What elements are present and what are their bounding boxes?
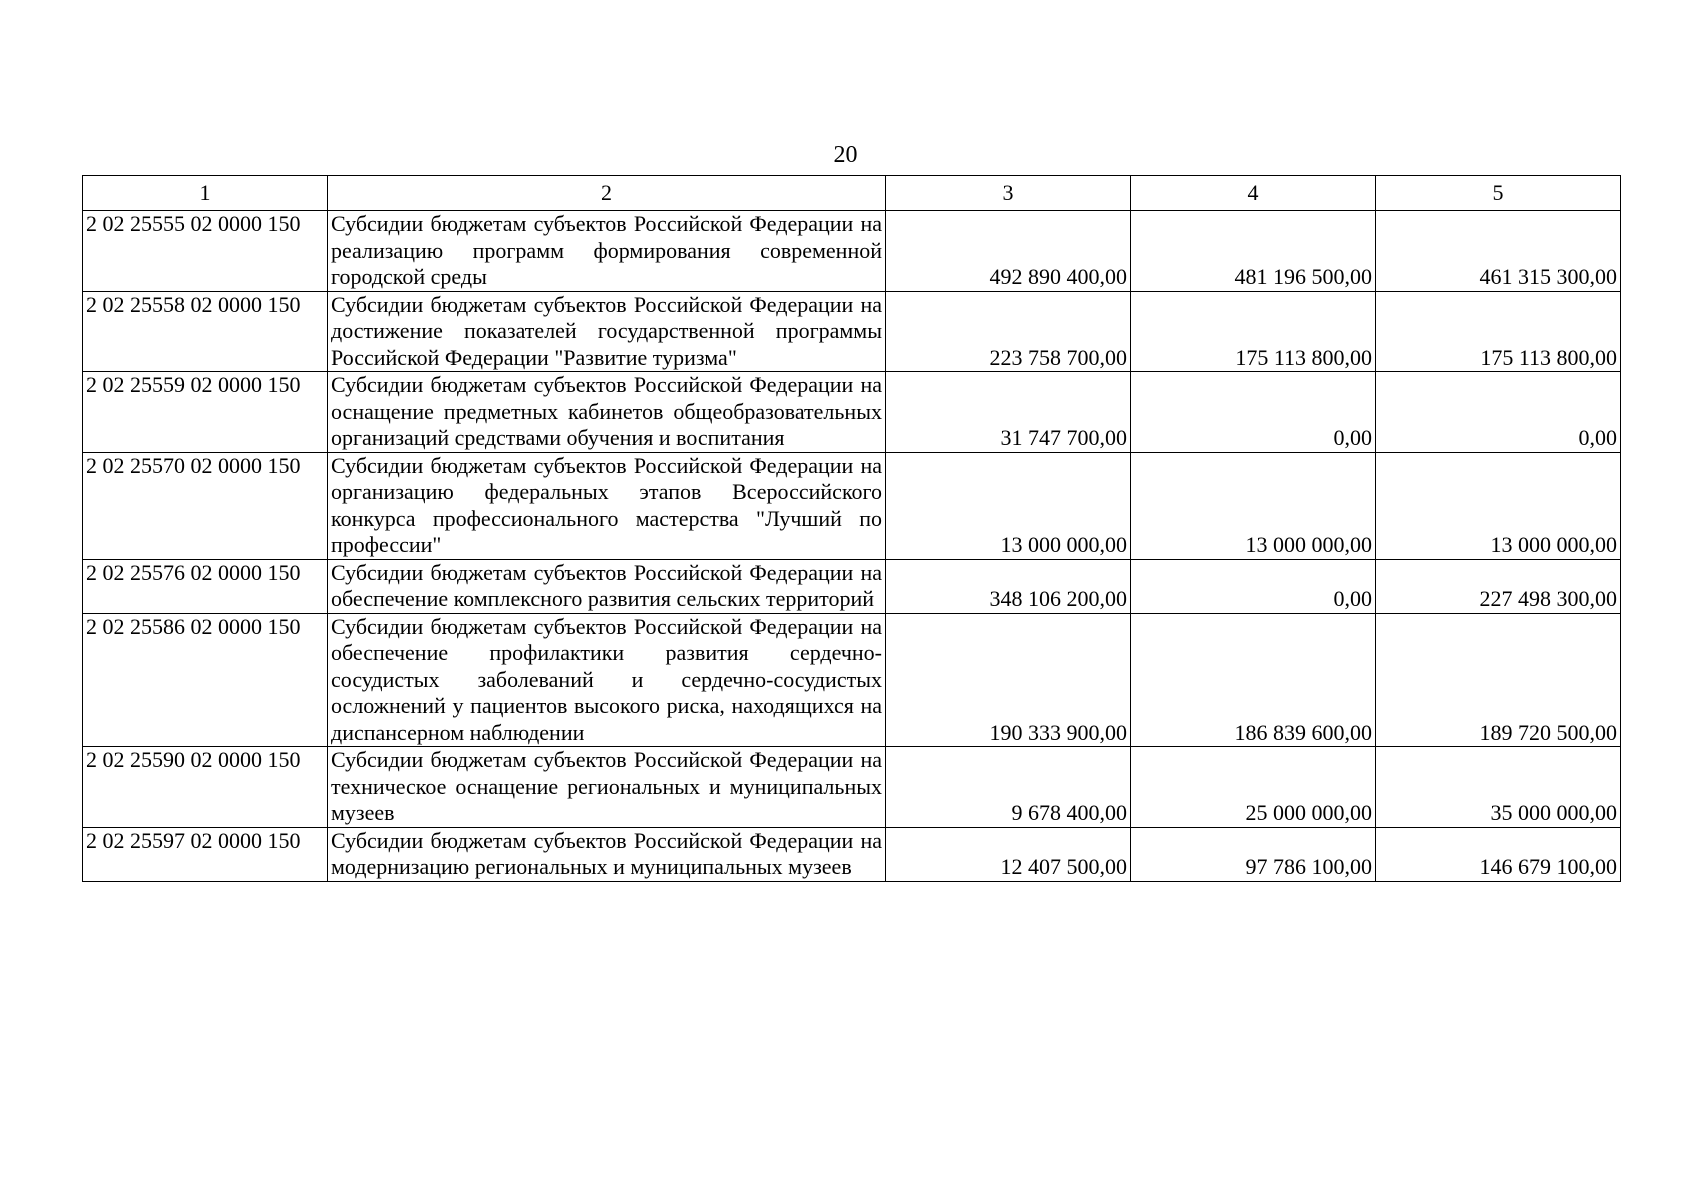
amount-cell-col-5: 35 000 000,00: [1376, 747, 1621, 828]
description-cell: Субсидии бюджетам субъектов Российской Федерации на организацию федеральных этапов Всероссийского конкурса профессионального мастерства "Лучший по профессии": [328, 452, 886, 559]
revenue-code-cell: 2 02 25559 02 0000 150: [83, 372, 328, 453]
amount-cell-col-4: 0,00: [1131, 559, 1376, 613]
amount-cell-col-5: 227 498 300,00: [1376, 559, 1621, 613]
column-header-3: 3: [886, 176, 1131, 211]
amount-cell-col-3: 13 000 000,00: [886, 452, 1131, 559]
table-row: [83, 613, 1621, 747]
amount-cell-col-4: 97 786 100,00: [1131, 827, 1376, 881]
revenue-code-cell: 2 02 25576 02 0000 150: [83, 559, 328, 613]
revenue-code-cell: 2 02 25586 02 0000 150: [83, 613, 328, 747]
amount-cell-col-3: 348 106 200,00: [886, 559, 1131, 613]
amount-cell-col-4: 175 113 800,00: [1131, 291, 1376, 372]
amount-cell-col-4: 186 839 600,00: [1131, 613, 1376, 747]
table-row: [83, 372, 1621, 453]
amount-cell-col-5: 0,00: [1376, 372, 1621, 453]
revenue-code-cell: 2 02 25597 02 0000 150: [83, 827, 328, 881]
amount-cell-col-5: 461 315 300,00: [1376, 211, 1621, 292]
description-cell: Субсидии бюджетам субъектов Российской Федерации на оснащение предметных кабинетов общеобразовательных организаций средствами обучения и воспитания: [328, 372, 886, 453]
column-header-5: 5: [1376, 176, 1621, 211]
amount-cell-col-3: 9 678 400,00: [886, 747, 1131, 828]
amount-cell-col-5: 189 720 500,00: [1376, 613, 1621, 747]
amount-cell-col-3: 12 407 500,00: [886, 827, 1131, 881]
amount-cell-col-3: 223 758 700,00: [886, 291, 1131, 372]
table-row: [83, 747, 1621, 828]
header-row: [83, 176, 1621, 211]
description-cell: Субсидии бюджетам субъектов Российской Федерации на модернизацию региональных и муниципальных музеев: [328, 827, 886, 881]
table-row: [83, 452, 1621, 559]
amount-cell-col-5: 146 679 100,00: [1376, 827, 1621, 881]
amount-cell-col-4: 25 000 000,00: [1131, 747, 1376, 828]
revenue-code-cell: 2 02 25570 02 0000 150: [83, 452, 328, 559]
revenue-code-cell: 2 02 25590 02 0000 150: [83, 747, 328, 828]
description-cell: Субсидии бюджетам субъектов Российской Федерации на обеспечение профилактики развития сердечно-сосудистых заболеваний и сердечно-сосудистых осложнений у пациентов высокого риска, находящихся на диспансерном наблюдении: [328, 613, 886, 747]
table-row: [83, 211, 1621, 292]
column-header-4: 4: [1131, 176, 1376, 211]
column-header-2: 2: [328, 176, 886, 211]
amount-cell-col-4: 0,00: [1131, 372, 1376, 453]
amount-cell-col-3: 492 890 400,00: [886, 211, 1131, 292]
revenue-code-cell: 2 02 25558 02 0000 150: [83, 291, 328, 372]
description-cell: Субсидии бюджетам субъектов Российской Федерации на техническое оснащение региональных и муниципальных музеев: [328, 747, 886, 828]
column-header-1: 1: [83, 176, 328, 211]
description-cell: Субсидии бюджетам субъектов Российской Федерации на обеспечение комплексного развития сельских территорий: [328, 559, 886, 613]
amount-cell-col-4: 481 196 500,00: [1131, 211, 1376, 292]
description-cell: Субсидии бюджетам субъектов Российской Федерации на достижение показателей государственной программы Российской Федерации "Развитие туризма": [328, 291, 886, 372]
amount-cell-col-3: 31 747 700,00: [886, 372, 1131, 453]
table-row: [83, 291, 1621, 372]
amount-cell-col-5: 13 000 000,00: [1376, 452, 1621, 559]
amount-cell-col-3: 190 333 900,00: [886, 613, 1131, 747]
budget-table: [82, 175, 1621, 882]
table-row: [83, 559, 1621, 613]
amount-cell-col-4: 13 000 000,00: [1131, 452, 1376, 559]
table-body: [83, 211, 1621, 882]
amount-cell-col-5: 175 113 800,00: [1376, 291, 1621, 372]
description-cell: Субсидии бюджетам субъектов Российской Федерации на реализацию программ формирования современной городской среды: [328, 211, 886, 292]
table-row: [83, 827, 1621, 881]
page-number: 20: [833, 142, 858, 168]
revenue-code-cell: 2 02 25555 02 0000 150: [83, 211, 328, 292]
